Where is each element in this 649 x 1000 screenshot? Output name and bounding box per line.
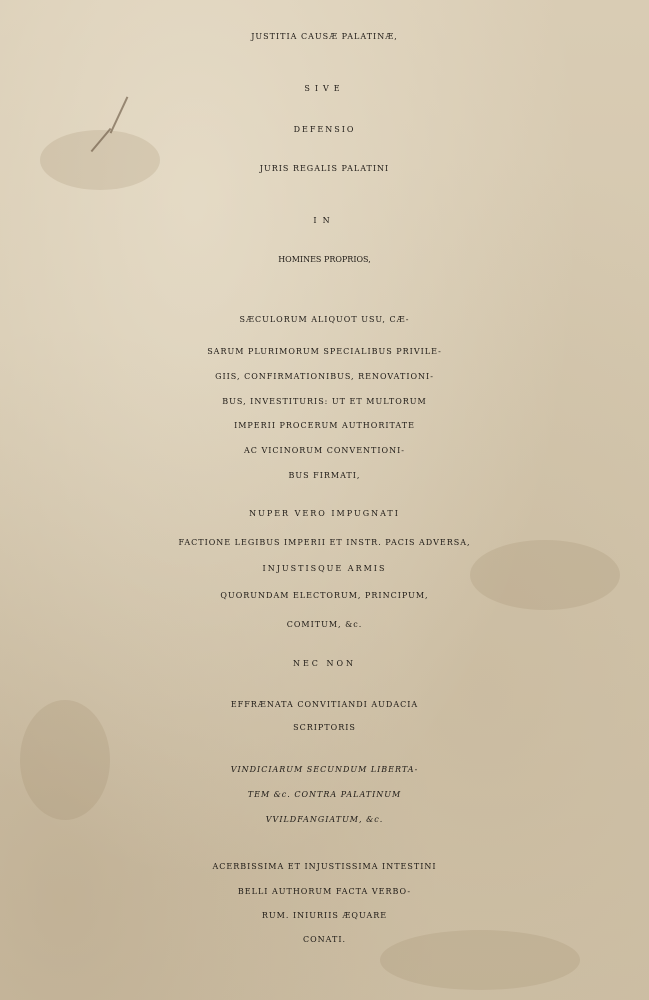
title-line-25: ACERBISSIMA ET INJUSTISSIMA INTESTINI	[212, 862, 437, 871]
title-line-11: IMPERII PROCERUM AUTHORITATE	[234, 421, 415, 430]
paper-stain	[20, 700, 110, 820]
title-line-1: JUSTITIA CAUSÆ PALATINÆ,	[251, 32, 398, 41]
title-line-28: CONATI.	[302, 935, 347, 944]
title-line-27: RUM. INIURIIS ÆQUARE	[261, 911, 388, 920]
title-line-16: INJUSTISQUE ARMIS	[262, 564, 387, 573]
title-line-12: AC VICINORUM CONVENTIONI-	[244, 446, 405, 455]
title-line-18: COMITUM, &c.	[286, 620, 363, 629]
title-line-21: SCRIPTORIS	[293, 723, 356, 732]
title-line-19: NEC NON	[292, 659, 357, 668]
title-line-17: QUORUNDAM ELECTORUM, PRINCIPUM,	[220, 591, 429, 600]
title-line-7: SÆCULORUM ALIQUOT USU, CÆ-	[239, 315, 410, 324]
title-line-10: BUS, INVESTITURIS: UT ET MULTORUM	[222, 397, 427, 406]
title-line-4: JURIS REGALIS PALATINI	[259, 164, 390, 173]
title-line-5: IN	[313, 216, 336, 225]
title-line-22: VINDICIARUM SECUNDUM LIBERTA-	[230, 765, 419, 774]
title-line-9: GIIS, CONFIRMATIONIBUS, RENOVATIONI-	[215, 372, 434, 381]
title-line-26: BELLI AUTHORUM FACTA VERBO-	[237, 887, 412, 896]
title-line-20: EFFRÆNATA CONVITIANDI AUDACIA	[230, 700, 419, 709]
title-line-23: TEM &c. CONTRA PALATINUM	[247, 790, 402, 799]
title-line-8: SARUM PLURIMORUM SPECIALIBUS PRIVILE-	[207, 347, 442, 356]
title-line-2: SIVE	[304, 84, 345, 93]
title-line-24: VVILDFANGIATUM, &c.	[265, 815, 384, 824]
title-line-3: DEFENSIO	[293, 125, 356, 134]
title-line-14: NUPER VERO IMPUGNATI	[249, 509, 400, 518]
title-line-6: HOMINES PROPRIOS,	[278, 255, 371, 264]
title-line-15: FACTIONE LEGIBUS IMPERII ET INSTR. PACIS ADVERSA,	[178, 538, 471, 547]
title-line-13: BUS FIRMATI,	[288, 471, 361, 480]
